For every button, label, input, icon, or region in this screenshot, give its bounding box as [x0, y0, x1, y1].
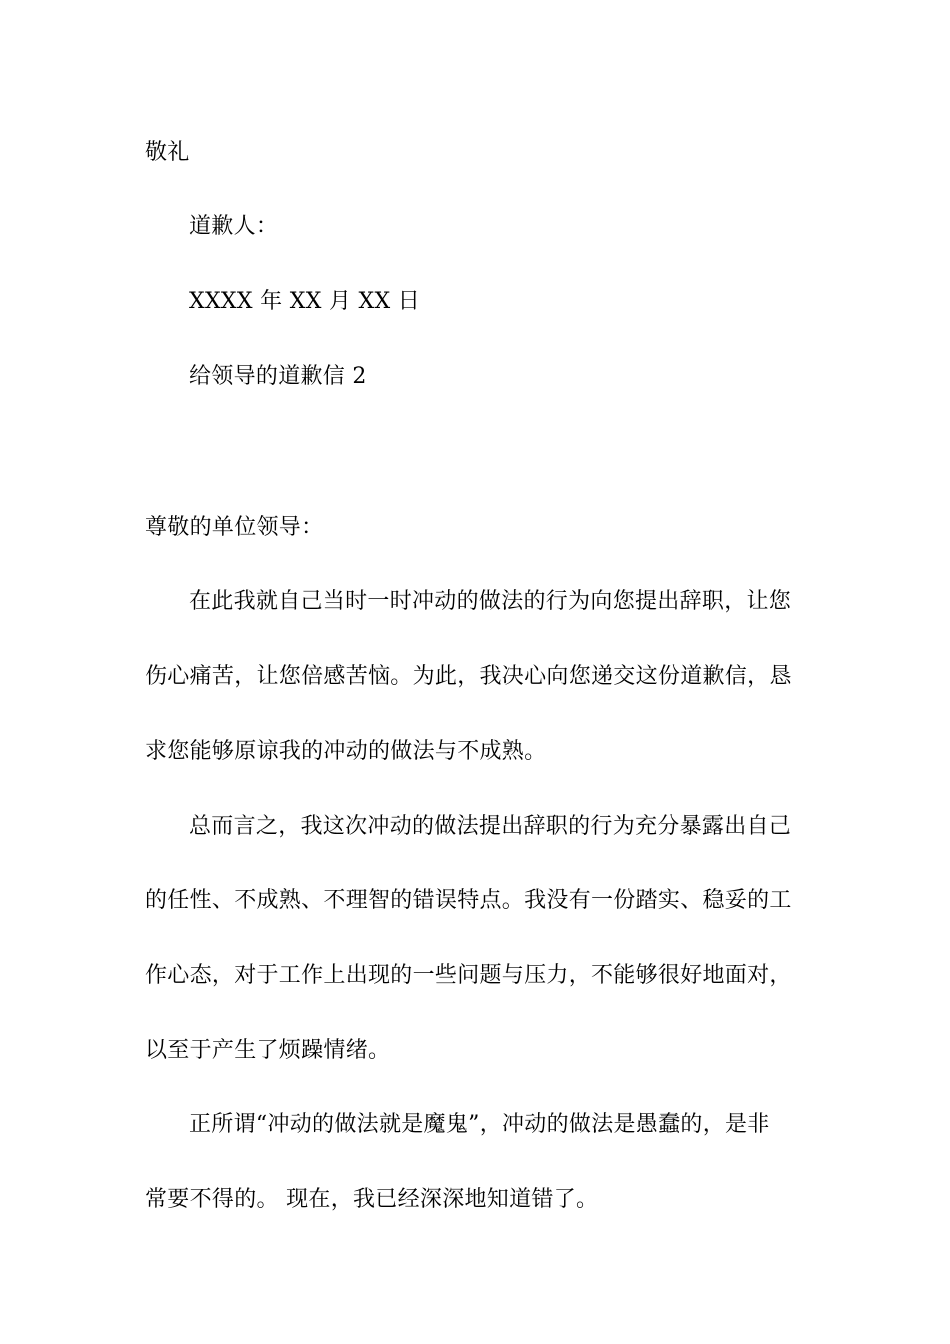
paragraph-2-line-1: 总而言之，我这次冲动的做法提出辞职的行为充分暴露出自己: [189, 814, 792, 839]
signature-date: XXXX 年 XX 月 XX 日: [189, 289, 421, 314]
paragraph-3-line-2: 常要不得的。 现在，我已经深深地知道错了。: [145, 1187, 599, 1212]
letter-title: 给领导的道歉信 2: [189, 364, 367, 389]
paragraph-2-line-3: 作心态，对于工作上出现的一些问题与压力，不能够很好地面对，: [145, 963, 792, 988]
paragraph-2-line-2: 的任性、不成熟、不理智的错误特点。我没有一份踏实、稳妥的工: [145, 888, 792, 913]
paragraph-3-line-1: 正所谓“冲动的做法就是魔鬼”，冲动的做法是愚蠢的，是非: [189, 1112, 770, 1137]
letter-greeting: 尊敬的单位领导：: [145, 515, 324, 540]
closing-salute: 敬礼: [145, 140, 190, 165]
paragraph-2-line-4: 以至于产生了烦躁情绪。: [145, 1038, 391, 1063]
paragraph-1-line-1: 在此我就自己当时一时冲动的做法的行为向您提出辞职，让您: [189, 589, 792, 614]
paragraph-1-line-2: 伤心痛苦，让您倍感苦恼。为此，我决心向您递交这份道歉信，恳: [145, 664, 792, 689]
paragraph-1-line-3: 求您能够原谅我的冲动的做法与不成熟。: [145, 739, 547, 764]
signer-label: 道歉人：: [189, 214, 279, 239]
